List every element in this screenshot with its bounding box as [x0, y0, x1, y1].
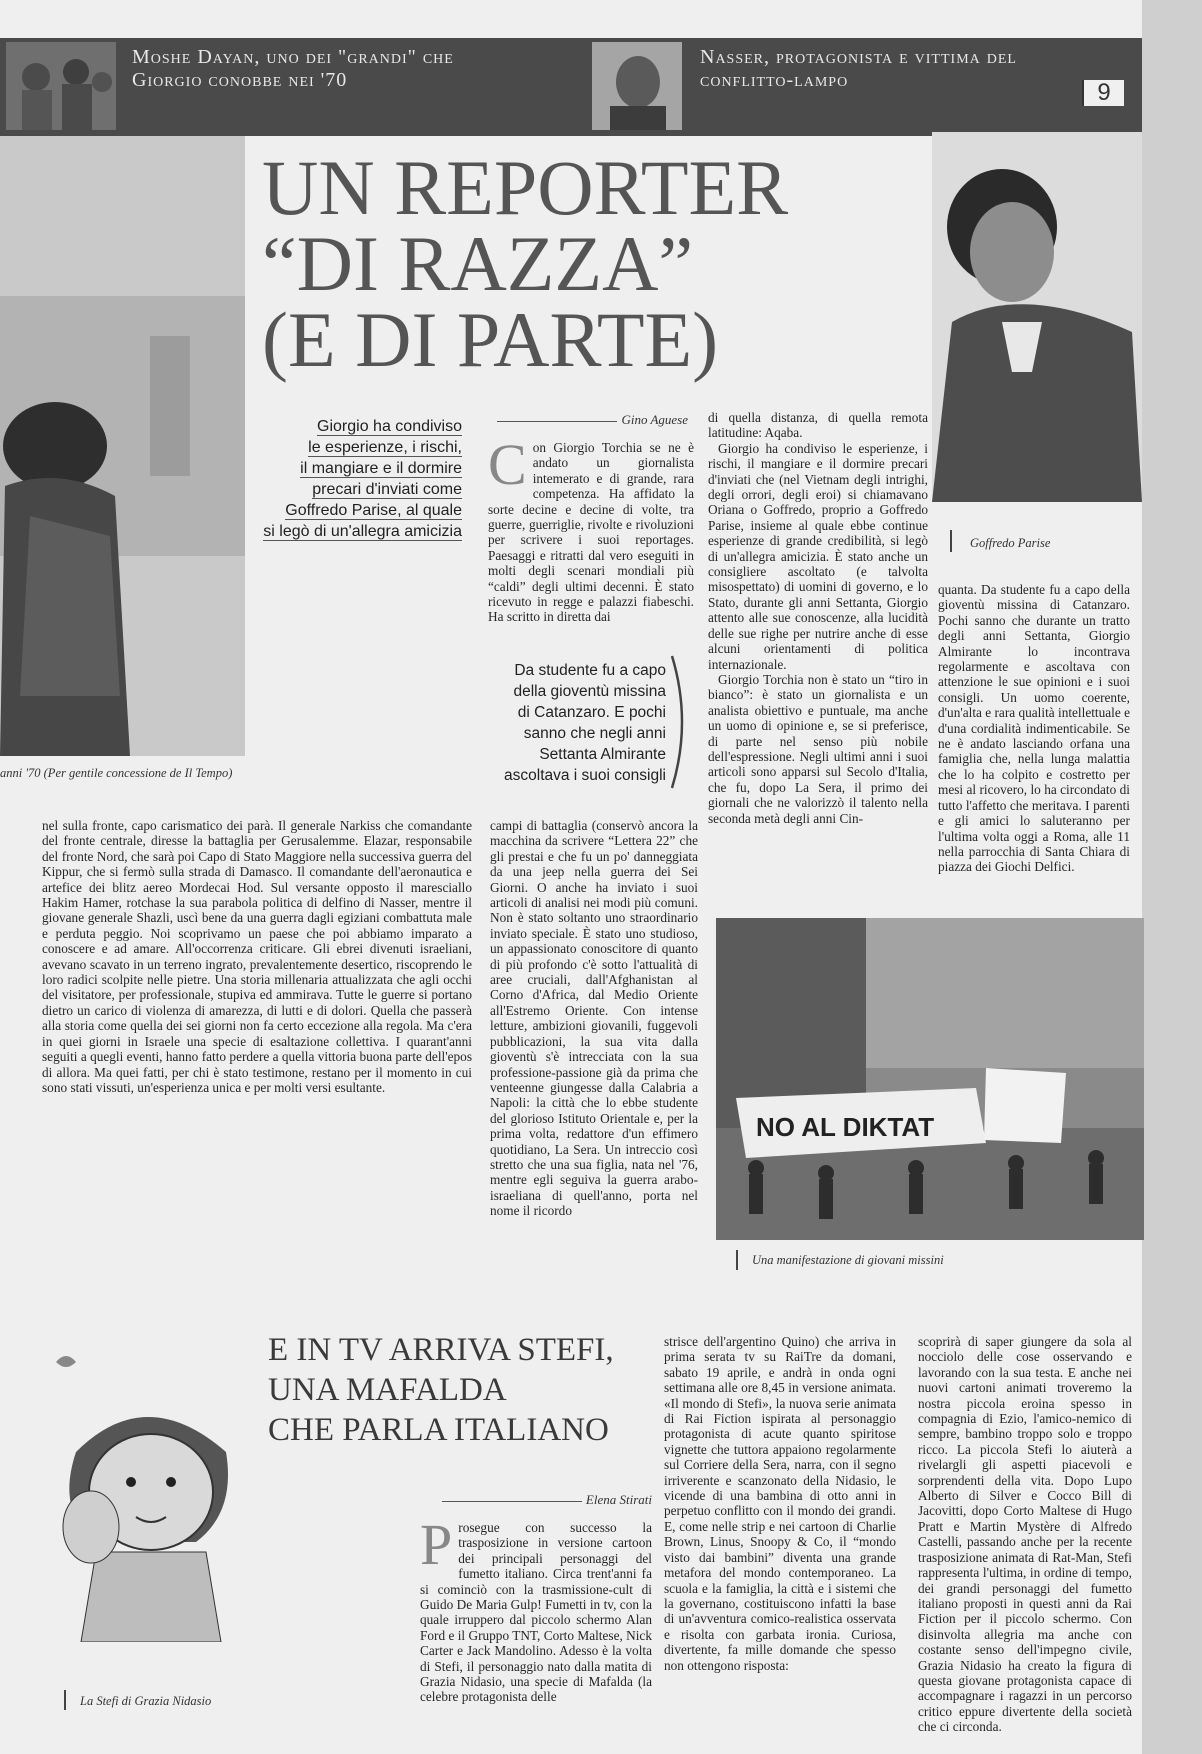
column-c-para-3: Giorgio Torchia non è stato un “tiro in bianco”: è stato un giornalista e un analista obiettivo e puntuale, ma anche un uomo di opinione e, se si preferisce, di parte nel senso più nobile dell'espressione. Negli ultimi anni i suoi articoli sono apparsi sul Secolo d'Italia, che fu, dopo La Sera, il primo dei giornali che ne valorizzò il talento nella seconda metà degli anni Cin- [708, 671, 928, 826]
soldiers-photo-icon [6, 42, 116, 130]
column-f-text: campi di battaglia (conservò ancora la macchina da scrivere “Lettera 22” che gli prestai e che fu un po' danneggiata da una jeep nella guerra dei Sei Giorni. O anche ha inviato i suoi articoli di analisi nei modi più comuni. Non è stato soltanto uno straordinario inviato speciale. È stato uno studioso, un appassionato conoscitore di quanto di più profondo c'è sotto l'attualità di aree cruciali, dall'Afghanistan al Corno d'Africa, dal Medio Oriente all'Estremo Oriente. Con intense letture, ambizioni giovanili, fuggevoli pubblicazioni, la sua vita dalla gioventù s'è intrecciata con la sua professione-passione già da prima che venteenne giungesse dalla Calabria a Napoli: la città che lo ebbe studente del glorioso Istituto Orientale e, per la prima volta, redattore d'un effimero quotidiano, La Sera. Un intreccio così stretto che una sua figlia, nata nel '76, mentre egli seguiva la guerra arabo-israeliana di quell'anno, porta nel nome il ricordo [490, 818, 698, 1219]
page-number: 9 [1082, 80, 1124, 106]
banner-text: NO AL DIKTAT [756, 1112, 935, 1142]
stefi-column-1 [420, 1512, 652, 1705]
secondary-headline-line-1: E IN TV ARRIVA STEFI, [268, 1332, 614, 1368]
summary-line-1: Giorgio ha condiviso [317, 418, 462, 435]
secondary-headline-line-3: CHE PARLA ITALIANO [268, 1412, 609, 1448]
pullquote-line-6: ascoltava i suoi consigli [504, 767, 666, 784]
stefi-column-3-text: scoprirà di saper giungere da sola al nocciolo delle cose osservando e lavorando con la sua testa. E anche nei nuovi cartoni animati troveremo la nostra piccola eroina spesso in compagnia di Ezio, l'amico-nemico di sempre, bambino troppo solo e troppo ricco. La piccola Stefi lo aiuterà a rivelargli gli aspetti piacevoli e sorprendenti della vita. Dopo Lupo Alberto di Silver e Cocco Bill di Jacovitti, dopo Corto Maltese di Hugo Pratt e Martin Mystère di Alfredo Castelli, passando anche per la recente trasposizione animata di Rat-Man, Stefi rappresenta l'ultima, in ordine di tempo, dei grandi personaggi del fumetto italiano proposti in questi anni da Rai Fiction per il piccolo schermo. Con disinvolta allegria ma anche con costante senso dell'impegno civile, Grazia Nidasio ha creato la figura di questa giovane protagonista capace di accompagnare i ragazzi in un percorso critico eppure divertente della società che ci circonda. [918, 1334, 1132, 1735]
summary-line-4: precari d'inviati come [312, 481, 462, 498]
summary-box [262, 416, 462, 542]
stefi-column-2-text: strisce dell'argentino Quino) che arriva in prima serata tv su RaiTre da domani, sabato 19 aprile, e andrà in onda ogni settimana alle ore 8,45 in versione animata. «Il mondo di Stefi», la nuova serie animata di Rai Fiction ispirata al personaggio protagonista di acute quanto spiritose vignette che tuttora appaiono regolarmente sul Corriere della Sera, narra, con il segno irriverente e scanzonato della Nidasio, le vicende di una bambina di otto anni in perpetuo conflitto con il mondo dei grandi. E, come nelle strip e nei cartoon di Charlie Brown, Linus, Snoopy & Co, il “mondo visto dai bambini” diventa una grande metafora del mondo contemporaneo. La scuola e la famiglia, la città e i sistemi che la governano, costituiscono infatti la base di un'avventura comico-realistica osservata e risolta con garbata ironia. Curiosa, divertente, fa mille domande che spesso non ottengono risposta: [664, 1334, 896, 1673]
main-headline [262, 144, 922, 383]
secondary-dropcap: P [420, 1512, 453, 1577]
secondary-headline-line-2: UNA MAFALDA [268, 1372, 507, 1408]
soldier-photo-caption: anni '70 (Per gentile concessione de Il Tempo) [0, 766, 233, 780]
summary-line-3: il mangiare e il dormire [300, 460, 462, 477]
soldier-photo [0, 136, 245, 756]
stefi-caption-rule [64, 1690, 66, 1710]
dayan-thumbnail [6, 42, 116, 130]
parise-photo-caption: Goffredo Parise [970, 536, 1051, 550]
pullquote-line-2: della gioventù missina [513, 683, 666, 700]
article-column-c [708, 410, 928, 826]
secondary-byline-author: Elena Stirati [585, 1492, 652, 1507]
article-column-f [490, 818, 698, 1219]
demonstration-illustration-icon [716, 918, 1144, 1240]
column-b-text: on Giorgio Torchia se ne è andato un giornalista intemerato e di grande, rara competenza. Ha affidato la sorte decine e decine di volte, tra guerre, guerriglie, rivolte e rivoluzioni per scrivere i suoi reportages. Paesaggi e ritratti dal vero eseguiti in molti degli scenari mondiali più “caldi” degli ultimi decenni. È stato ricevuto in regge e palazzi fiabeschi. Ha scritto in diretta dai [488, 440, 694, 625]
pullquote-line-5: Settanta Almirante [539, 746, 666, 763]
demo-caption-rule [736, 1250, 738, 1270]
headline-line-2: “DI RAZZA” [262, 220, 694, 307]
parise-photo [932, 132, 1142, 502]
article-column-b [488, 432, 694, 625]
left-kicker: Moshe Dayan, uno dei "grandi" che Giorgio conobbe nei '70 [132, 46, 454, 91]
parise-portrait-icon [932, 132, 1142, 502]
column-d-text: quanta. Da studente fu a capo della gioventù missina di Catanzaro. Pochi sanno che durante un tratto degli anni Settanta, Giorgio Almirante lo incontrava regolarmente e ascoltava con attenzione le sue opinioni e i suoi consigli. Un uomo coerente, d'un'alta e rara qualità intellettuale e d'una cordialità indimenticabile. Se ne è andato lasciando orfana una famiglia che, nella lunga malattia che lo ha colpito e costretto per mesi al ricovero, lo ha circondato di tutto l'affetto che meritava. I parenti e gli amici lo saluteranno per l'ultima volta oggi a Roma, alle 11 nella parrocchia di Santa Chiara di piazza dei Giochi Delfici. [938, 582, 1130, 875]
summary-line-6: si legò di un'allegra amicizia [263, 523, 462, 540]
stefi-cartoon-icon [36, 1342, 256, 1642]
headline-line-1: UN REPORTER [262, 144, 789, 231]
pullquote-line-1: Da studente fu a capo [514, 662, 666, 679]
pullquote-line-3: di Catanzaro. E pochi [517, 704, 666, 721]
demonstration-photo [716, 918, 1144, 1240]
column-c-para-1: di quella distanza, di quella remota latitudine: Aqaba. [708, 410, 928, 441]
stefi-caption: La Stefi di Grazia Nidasio [80, 1694, 212, 1708]
nasser-thumbnail [592, 42, 682, 130]
soldier-illustration-icon [0, 136, 245, 756]
pull-quote [480, 660, 666, 786]
caption-rule [950, 530, 952, 552]
secondary-headline [268, 1330, 648, 1450]
secondary-byline [416, 1492, 652, 1508]
pull-quote-bracket [666, 652, 696, 792]
stefi-column-2 [664, 1334, 896, 1673]
headline-line-3: (E DI PARTE) [262, 296, 719, 383]
article-column-e [42, 818, 472, 1095]
column-c-para-2: Giorgio ha condiviso le esperienze, i rischi, il mangiare e il dormire precari d'inviati che (nel Vietnam degli intrighi, degli orrori, degli eroi) si chiamavano Oriana o Goffredo, proprio a Goffredo Parise, insieme al quale ebbe continue esperienze di grande credibilità, si legò di un'allegra amicizia. È stato anche un consigliere ascoltato (e talvolta misospettato) di uomini di governo, e lo Stato, durante gli anni Settanta, Giorgio attento alle sue conoscenze, alla lucidità delle sue righe per nutrire anche di esse alcuni orientamenti di politica internazionale. [708, 440, 928, 672]
summary-line-2: le esperienze, i rischi, [308, 439, 462, 456]
demonstration-photo-caption: Una manifestazione di giovani missini [752, 1253, 944, 1267]
pullquote-line-4: sanno che negli anni [523, 725, 666, 742]
nasser-portrait-icon [592, 42, 682, 130]
stefi-column-1-text: rosegue con successo la trasposizione in versione cartoon dei principali personaggi del fumetto italiano. Circa trent'anni fa si cominciò con la trasmissione-cult di Guido De Maria Gulp! Fumetti in tv, con la quale irruppero dal piccolo schermo Alan Ford e il Gruppo TNT, Corto Maltese, Nick Carter e Jack Mandolino. Adesso è la volta di Stefi, il personaggio nato dalla matita di Grazia Nidasio, una specie di Mafalda (la celebre protagonista delle [420, 1520, 652, 1705]
column-e-text: nel sulla fronte, capo carismatico dei parà. Il generale Narkiss che comandante del fronte centrale, diresse la battaglia per Gerusalemme. Elazar, responsabile del fronte Nord, che sarà poi Capo di Stato Maggiore nella successiva guerra del Kippur, che si fermò sulla strada di Damasco. Il comandante dell'aeronautica e artefice dei blitz aereo Mordecai Hod. Sul versante opposto il maresciallo Hakim Hamer, rotchase la sua parabola politica di delfino di Nasser, mentre il giovane generale Shazli, uscì bene da una guerra dagli egiziani combattuta male e perduta peggio. Noi scoprivamo un paese che poi abbiamo imparato a conoscere e ad amare. All'occorrenza criticare. Gli ebrei divenuti israeliani, avevano scavato in un terreno ingrato, prevalentemente desertico, riscoprendo le loro radici scolpite nelle pietre. Una storia millenaria attualizzata che agli occhi del visitatore, per professionale, stupiva ed ammirava. Tutte le guerre si portano dietro un carico di violenza di amarezza, di lutti e di dolori. Quella che passerà alla storia come quella dei sei giorni non fa certo eccezione alla regola. Ma c'era in quei giorni in Israele una specie di esaltazione collettiva. I quarant'anni seguiti a quegli eventi, hanno fatto perdere a quella vittoria buona parte dell'epos di allora. Ma quei fatti, per chi è stato testimone, restano per il momento in cui sono stati vissuti, un'esperienza unica e per molti versi esultante. [42, 818, 472, 1095]
right-kicker: Nasser, protagonista e vittima del conflitto-lampo [700, 46, 1017, 91]
secondary-byline-rule [442, 1501, 582, 1502]
dropcap: C [488, 432, 527, 497]
section-header [0, 38, 1142, 136]
byline-author: Gino Aguese [621, 412, 688, 427]
byline-rule [497, 421, 617, 422]
main-byline [488, 412, 688, 428]
stefi-column-3 [918, 1334, 1132, 1735]
summary-line-5: Goffredo Parise, al quale [285, 502, 462, 519]
article-column-d [938, 582, 1130, 875]
stefi-illustration [36, 1342, 256, 1642]
